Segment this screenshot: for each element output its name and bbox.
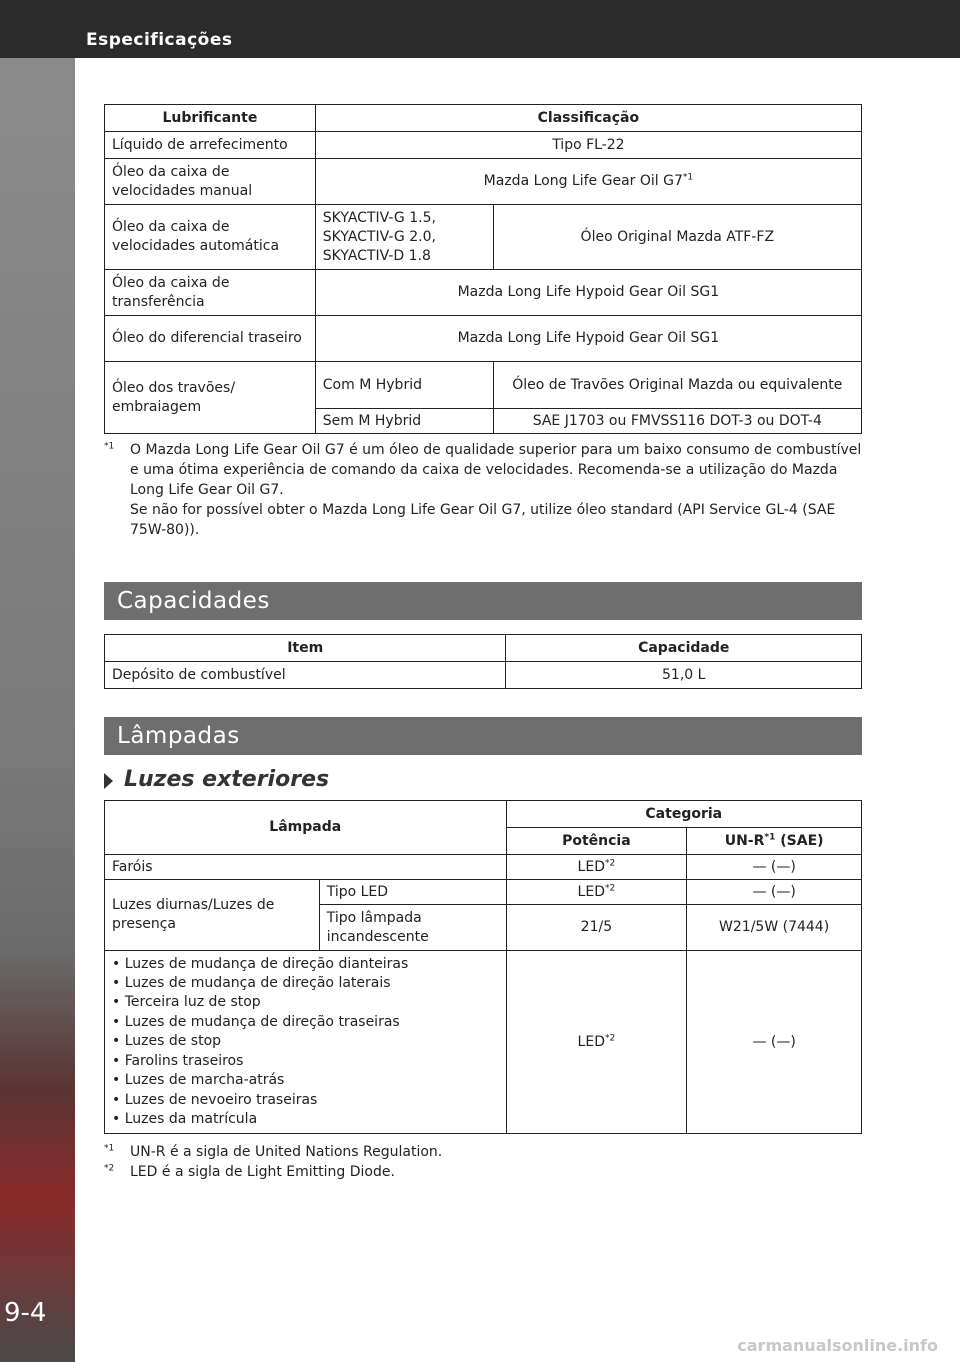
footnote-mark: *2 [104, 1163, 115, 1174]
coolant-value: Tipo FL-22 [315, 132, 861, 159]
rear-diff-label: Óleo do diferencial traseiro [105, 316, 316, 362]
lubricant-footnote [104, 440, 862, 540]
list-item: • Luzes de mudança de direção traseiras [112, 1013, 400, 1030]
drl-led-label: Tipo LED [319, 880, 506, 905]
drl-label: Luzes diurnas/Luzes de presença [105, 880, 320, 951]
list-item: • Terceira luz de stop [112, 994, 261, 1011]
table-row [105, 880, 862, 905]
col-power: Potência [506, 828, 687, 855]
with-mhybrid-value: Óleo de Travões Original Mazda ou equivalente [493, 362, 861, 409]
page-number: 9-4 [4, 1298, 47, 1328]
table-row [105, 662, 862, 689]
triangle-marker-icon [104, 773, 113, 789]
footnote-mark: *1 [104, 1143, 115, 1154]
page-content [104, 104, 862, 1182]
manual-label: Óleo da caixa de velocidades manual [105, 159, 316, 205]
footnote-unr: UN-R é a sigla de United Nations Regulation. [130, 1144, 443, 1160]
table-row [105, 951, 862, 1134]
col-capacity: Capacidade [506, 635, 862, 662]
auto-label: Óleo da caixa de velocidades automática [105, 205, 316, 270]
coolant-label: Líquido de arrefecimento [105, 132, 316, 159]
signal-lamps-power: LED$^{*2}$ [506, 951, 687, 1134]
list-item: • Luzes de mudança de direção dianteiras [112, 955, 409, 972]
rear-diff-value: Mazda Long Life Hypoid Gear Oil SG1 [315, 316, 861, 362]
capacity-table [104, 634, 862, 689]
lamp-footnotes [104, 1142, 862, 1182]
footnote-ref: *1 [682, 172, 694, 183]
manual-value: Mazda Long Life Gear Oil G7$^{*1}$ [315, 159, 861, 205]
watermark: carmanualsonline.info [737, 1336, 938, 1355]
side-strip [0, 0, 75, 1362]
col-category: Categoria [506, 801, 861, 828]
auto-value: Óleo Original Mazda ATF-FZ [493, 205, 861, 270]
footnote-text: O Mazda Long Life Gear Oil G7 é um óleo de qualidade superior para um baixo consumo de combustível e uma ótima experiência de comando da caixa de velocidades. Recomenda-se a utilização do Mazda Long Life Gear Oil G7. [130, 442, 862, 498]
table-row [105, 159, 862, 205]
headlights-power: LED$^{*2}$ [506, 855, 687, 880]
table-row [105, 270, 862, 316]
list-item: • Luzes de nevoeiro traseiras [112, 1091, 318, 1108]
with-mhybrid: Com M Hybrid [315, 362, 493, 409]
auto-engines: SKYACTIV-G 1.5, SKYACTIV-G 2.0, SKYACTIV-D 1.8 [315, 205, 493, 270]
fuel-value: 51,0 L [506, 662, 862, 689]
headlights-label: Faróis [105, 855, 507, 880]
fuel-label: Depósito de combustível [105, 662, 506, 689]
header-bar [0, 0, 960, 58]
table-row [105, 362, 862, 409]
exterior-lights-heading: Luzes exteriores [104, 767, 862, 792]
col-item: Item [105, 635, 506, 662]
col-unr: $UN-R^{*1}$ (SAE) [687, 828, 862, 855]
drl-bulb-power: 21/5 [506, 905, 687, 951]
table-row [105, 132, 862, 159]
signal-lamps-list [105, 951, 507, 1134]
col-classification: Classificação [315, 105, 861, 132]
drl-bulb-label: Tipo lâmpada incandescente [319, 905, 506, 951]
lubricant-table [104, 104, 862, 434]
col-lubricant: Lubrificante [105, 105, 316, 132]
signal-lamps-unr: — (—) [687, 951, 862, 1134]
transfer-value: Mazda Long Life Hypoid Gear Oil SG1 [315, 270, 861, 316]
chapter-title: Especificações [86, 30, 233, 50]
list-item: • Luzes da matrícula [112, 1110, 258, 1127]
footnote-text-2: Se não for possível obter o Mazda Long Life Gear Oil G7, utilize óleo standard (API Service GL-4 (SAE 75W-80)). [130, 502, 836, 538]
list-item: • Luzes de stop [112, 1033, 222, 1050]
list-item: • Luzes de mudança de direção laterais [112, 975, 391, 992]
brake-label: Óleo dos travões/ embraiagem [105, 362, 316, 434]
lamps-heading: Lâmpadas [104, 717, 862, 755]
footnote-mark: *1 [104, 441, 115, 452]
table-row [105, 316, 862, 362]
without-mhybrid: Sem M Hybrid [315, 409, 493, 434]
table-row [105, 855, 862, 880]
lamp-table [104, 800, 862, 1134]
list-item: • Luzes de marcha-atrás [112, 1072, 285, 1089]
without-mhybrid-value: SAE J1703 ou FMVSS116 DOT-3 ou DOT-4 [493, 409, 861, 434]
drl-led-power: LED$^{*2}$ [506, 880, 687, 905]
transfer-label: Óleo da caixa de transferência [105, 270, 316, 316]
list-item: • Farolins traseiros [112, 1052, 244, 1069]
headlights-unr: — (—) [687, 855, 862, 880]
drl-led-unr: — (—) [687, 880, 862, 905]
capacities-heading: Capacidades [104, 582, 862, 620]
drl-bulb-unr: W21/5W (7444) [687, 905, 862, 951]
footnote-led: LED é a sigla de Light Emitting Diode. [130, 1164, 395, 1180]
col-lamp: Lâmpada [105, 801, 507, 855]
table-row [105, 205, 862, 270]
